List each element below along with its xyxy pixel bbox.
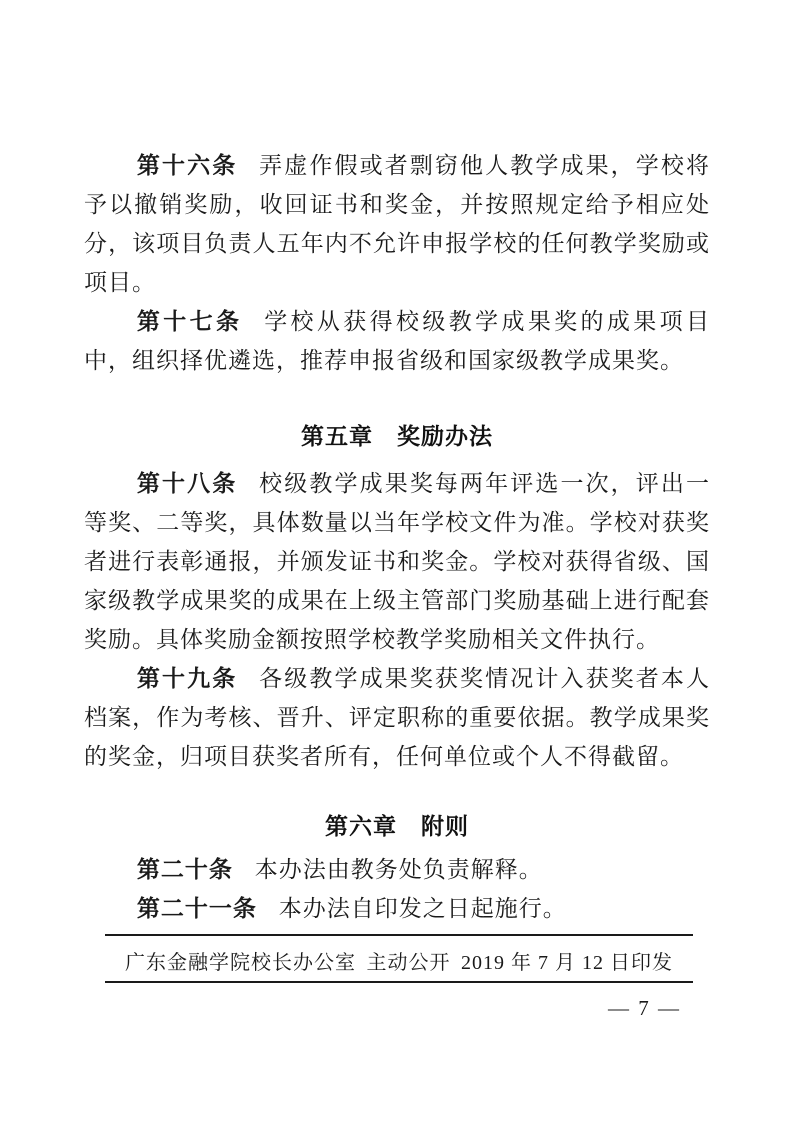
- chapter-5-heading: 第五章 奖励办法: [301, 423, 493, 449]
- article-16-text: 弄虚作假或者剽窃他人教学成果，学校将予以撤销奖励，收回证书和奖金，并按照规定给予相应处分，该项目负责人五年内不允许申报学校的任何教学奖励或项目。: [84, 153, 711, 295]
- article-18-text: 校级教学成果奖每两年评选一次，评出一等奖、二等奖，具体数量以当年学校文件为准。学校对获奖者进行表彰通报，并颁发证书和奖金。学校对获得省级、国家级教学成果奖的成果在上级主管部门奖励基础上进行配套奖励。具体奖励金额按照学校教学奖励相关文件执行。: [84, 471, 711, 652]
- article-20-text: 本办法由教务处负责解释。: [254, 857, 543, 882]
- footer-disclosure: 主动公开: [366, 951, 451, 974]
- footer-rule-top: [105, 934, 693, 936]
- footer-rule-bottom: [105, 981, 693, 983]
- footer-row: [105, 940, 693, 980]
- article-16-paragraph: [84, 146, 710, 302]
- chapter-6-heading: 第六章 附则: [325, 813, 469, 839]
- article-18-number: 第十八条: [136, 470, 238, 496]
- article-20-number: 第二十条: [136, 856, 233, 882]
- page-number: — 7 —: [608, 996, 681, 1020]
- article-20-paragraph: [84, 850, 710, 889]
- footer-issuer: 广东金融学院校长办公室: [125, 951, 356, 974]
- article-18-paragraph: [84, 464, 710, 659]
- article-21-number: 第二十一条: [136, 895, 257, 921]
- article-19-paragraph: [84, 659, 710, 776]
- article-19-text: 各级教学成果奖获奖情况计入获奖者本人档案，作为考核、晋升、评定职称的重要依据。教学成果奖的奖金，归项目获奖者所有，任何单位或个人不得截留。: [84, 666, 711, 769]
- article-16-number: 第十六条: [136, 152, 238, 178]
- article-17-text: 学校从获得校级教学成果奖的成果项目中，组织择优遴选，推荐申报省级和国家级教学成果奖。: [84, 309, 710, 373]
- document-body: [84, 146, 710, 928]
- footer-print-date: 2019 年 7 月 12 日印发: [461, 951, 673, 974]
- article-17-number: 第十七条: [136, 308, 243, 334]
- article-17-paragraph: [84, 302, 710, 380]
- article-21-text: 本办法自印发之日起施行。: [278, 896, 567, 921]
- article-19-number: 第十九条: [136, 665, 238, 691]
- article-21-paragraph: [84, 889, 710, 928]
